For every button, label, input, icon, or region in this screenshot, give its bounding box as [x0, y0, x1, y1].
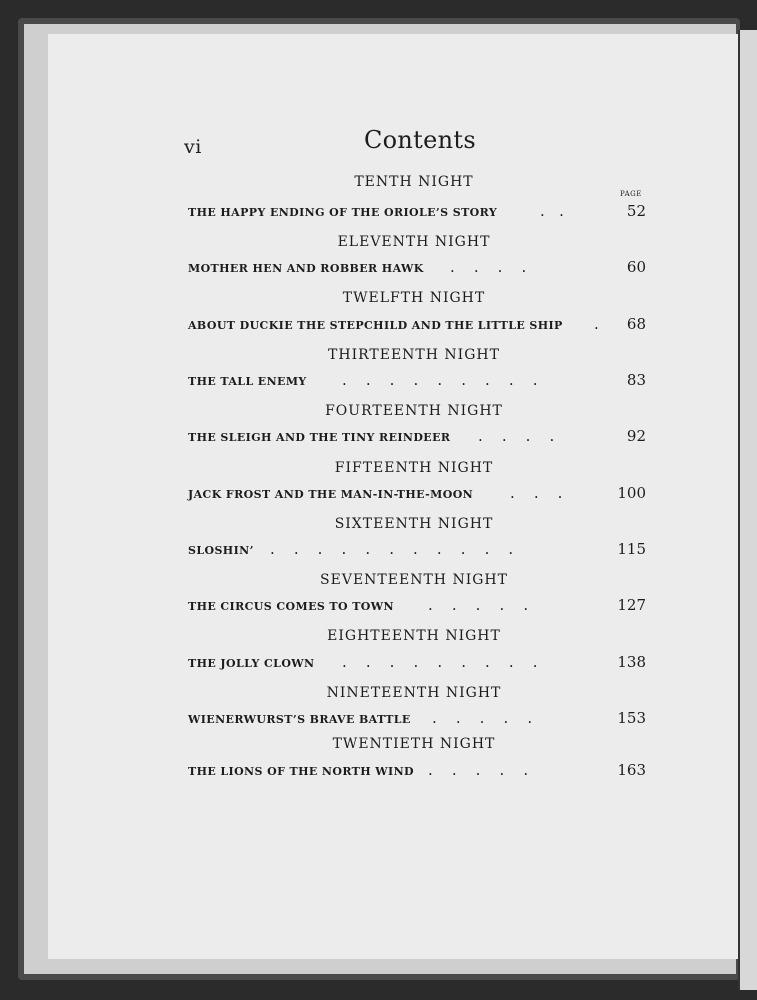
toc-entry-11 — [188, 258, 646, 278]
night-heading-13: THIRTEENTH NIGHT — [328, 347, 500, 363]
entry-page-number: 60 — [626, 258, 646, 276]
toc-entry-14 — [188, 427, 646, 447]
entry-title: THE HAPPY ENDING OF THE ORIOLE’S STORY — [188, 206, 498, 219]
entry-page-number: 115 — [617, 540, 646, 558]
toc-entry-12 — [188, 315, 646, 335]
entry-title: JACK FROST AND THE MAN-IN-THE-MOON — [188, 488, 474, 501]
night-heading-11: ELEVENTH NIGHT — [337, 234, 491, 250]
entry-page-number: 52 — [626, 202, 646, 220]
entry-title: THE SLEIGH AND THE TINY REINDEER — [188, 431, 451, 444]
night-heading-17: SEVENTEENTH NIGHT — [320, 572, 508, 588]
night-heading-20: TWENTIETH NIGHT — [332, 736, 496, 752]
page-column-label: PAGE — [620, 190, 642, 198]
dot-leader: . . — [540, 202, 564, 220]
dot-leader: . . . . — [450, 258, 527, 276]
entry-page-number: 153 — [617, 709, 646, 727]
entry-page-number: 68 — [626, 315, 646, 333]
dot-leader: . . . . . — [432, 709, 533, 727]
entry-title: THE LIONS OF THE NORTH WIND — [188, 765, 414, 778]
night-heading-18: EIGHTEENTH NIGHT — [327, 628, 501, 644]
night-heading-15: FIFTEENTH NIGHT — [334, 460, 494, 476]
entry-title: THE TALL ENEMY — [188, 375, 307, 388]
night-heading-16: SIXTEENTH NIGHT — [334, 516, 494, 532]
contents-page — [48, 34, 738, 959]
toc-entry-16 — [188, 540, 646, 560]
toc-entry-19 — [188, 709, 646, 729]
toc-entry-17 — [188, 596, 646, 616]
entry-title: THE CIRCUS COMES TO TOWN — [188, 600, 394, 613]
dot-leader: . . . — [510, 484, 563, 502]
night-heading-19: NINETEENTH NIGHT — [326, 685, 502, 701]
page-title: Contents — [364, 126, 476, 154]
night-heading-10: TENTH NIGHT — [354, 174, 474, 190]
night-heading-12: TWELFTH NIGHT — [342, 290, 486, 306]
entry-page-number: 92 — [626, 427, 646, 445]
dot-leader: . — [594, 315, 599, 333]
entry-page-number: 83 — [626, 371, 646, 389]
entry-title: MOTHER HEN AND ROBBER HAWK — [188, 262, 424, 275]
dot-leader: . . . . . — [428, 596, 529, 614]
entry-title: ABOUT DUCKIE THE STEPCHILD AND THE LITTLE SHIP — [188, 319, 563, 332]
entry-page-number: 163 — [617, 761, 646, 779]
entry-page-number: 100 — [617, 484, 646, 502]
night-heading-14: FOURTEENTH NIGHT — [325, 403, 503, 419]
dot-leader: . . . . . — [428, 761, 529, 779]
toc-entry-18 — [188, 653, 646, 673]
dot-leader: . . . . . . . . . — [342, 653, 538, 671]
entry-title: WIENERWURST’S BRAVE BATTLE — [188, 713, 411, 726]
dot-leader: . . . . . . . . . . . — [270, 540, 514, 558]
dot-leader: . . . . . . . . . — [342, 371, 538, 389]
page-number: vi — [184, 136, 202, 158]
toc-entry-10 — [188, 202, 646, 222]
toc-entry-13 — [188, 371, 646, 391]
entry-title: THE JOLLY CLOWN — [188, 657, 315, 670]
toc-entry-15 — [188, 484, 646, 504]
dot-leader: . . . . — [478, 427, 555, 445]
entry-page-number: 138 — [617, 653, 646, 671]
entry-title: SLOSHIN’ — [188, 544, 254, 557]
entry-page-number: 127 — [617, 596, 646, 614]
toc-entry-20 — [188, 761, 646, 781]
